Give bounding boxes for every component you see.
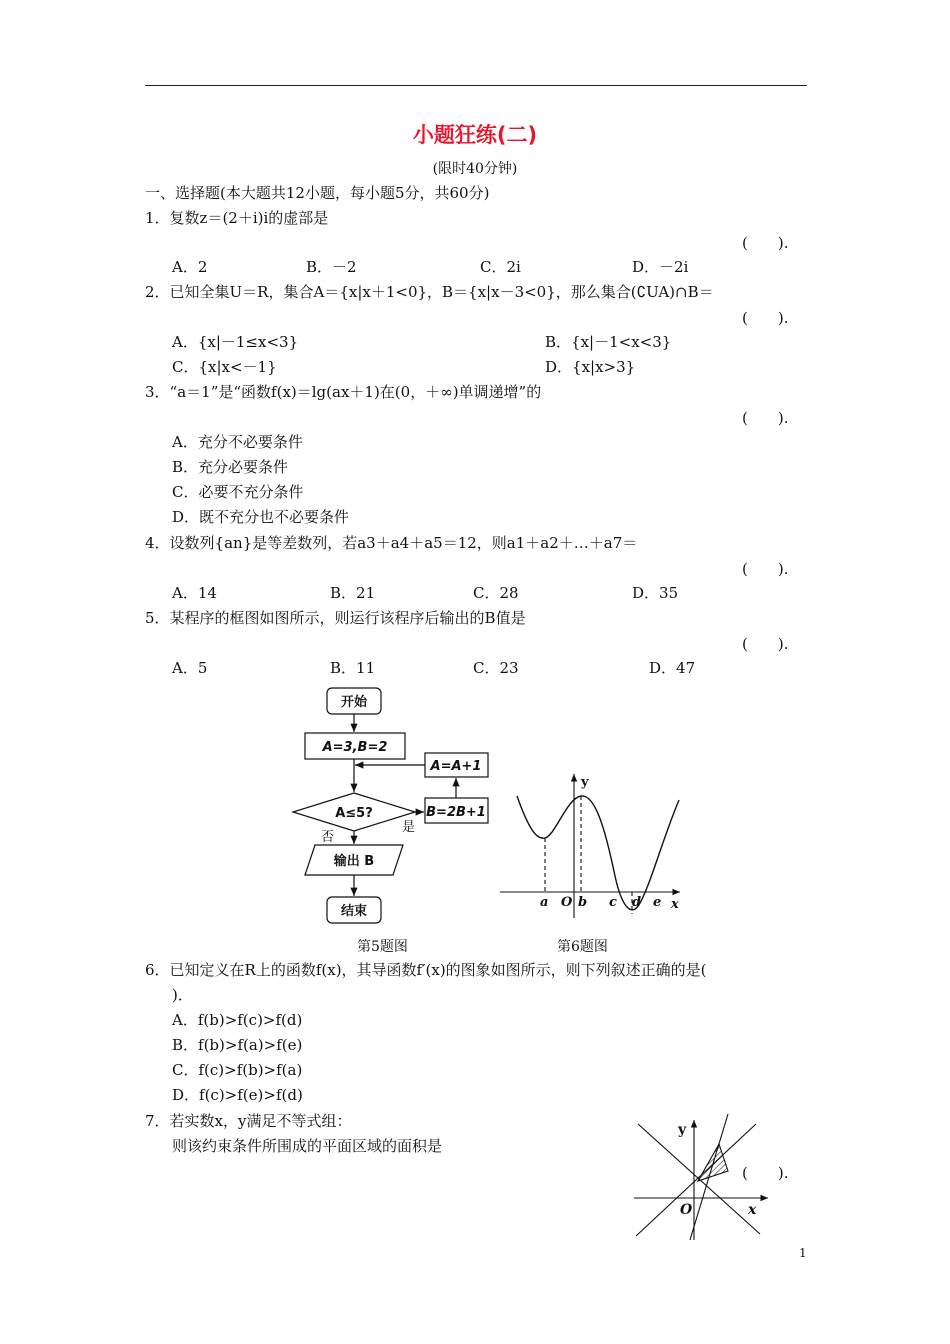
q5-option-b: B．11 [330,659,376,677]
g6-e: e [653,895,662,910]
q4-stem: 4．设数列{an}是等差数列，若a3＋a4＋a5＝12，则a1＋a2＋…＋a7＝ [145,534,638,552]
q4-option-c: C．28 [473,584,519,602]
flow-yes-label: 是 [402,820,416,835]
g7-x-label: x [748,1202,757,1218]
page-number: 1 [799,1246,807,1260]
q4-answer-paren: ( ). [742,560,789,578]
fig6-caption: 第6题图 [557,939,608,955]
g6-y-label: y [581,775,589,790]
flow-update-b-text: B=2B+1 [426,805,486,820]
q5-option-d: D．47 [649,659,696,677]
g6-x-label: x [671,897,679,912]
q1-option-c: C．2i [480,258,521,276]
flow-update-a-text: A=A+1 [430,759,482,774]
q6-stem: 6．已知定义在R上的函数f(x)，其导函数f′(x)的图象如图所示，则下列叙述正确的是( [145,961,707,979]
flowchart-figure [285,685,495,930]
flow-cond-text: A≤5? [335,806,373,821]
q5-answer-paren: ( ). [742,635,789,653]
g6-d: d [632,895,642,910]
q6-option-d: D．f(c)>f(e)>f(d) [172,1086,303,1104]
q5-option-c: C．23 [473,659,519,677]
q1-option-a: A．2 [172,258,208,276]
region-graph-figure [630,1112,775,1244]
derivative-graph-figure [495,768,690,928]
flow-init-text: A=3,B=2 [322,740,388,755]
q5-stem: 5．某程序的框图如图所示，则运行该程序后输出的B值是 [145,609,526,627]
g7-y-label: y [678,1122,687,1138]
q3-option-d: D．既不充分也不必要条件 [172,508,350,526]
fig5-caption: 第5题图 [357,939,408,955]
feasible-region [698,1144,728,1181]
q2-option-b: B．{x|－1<x<3} [545,333,672,351]
time-limit: (限时40分钟) [432,161,518,177]
section-heading: 一、选择题(本大题共12小题，每小题5分，共60分) [145,184,490,202]
q3-option-a: A．充分不必要条件 [172,433,303,451]
g7-origin: O [680,1202,693,1218]
q4-option-b: B．21 [330,584,376,602]
flow-output-text: 输出 B [333,854,375,869]
flow-end-text: 结束 [340,904,368,919]
q3-answer-paren: ( ). [742,409,789,427]
header-rule [145,85,807,86]
g6-b: b [578,895,588,910]
q2-option-d: D．{x|x>3} [545,358,636,376]
g6-a: a [540,895,549,910]
q7-answer-paren: ( ). [742,1164,789,1182]
q1-option-d: D．－2i [632,258,689,276]
q3-option-b: B．充分必要条件 [172,458,289,476]
g6-origin: O [561,895,573,910]
q6-stem-cont: )． [172,986,193,1004]
q1-option-b: B．－2 [306,258,357,276]
q2-answer-paren: ( ). [742,309,789,327]
q7-stem: 7．若实数x，y满足不等式组： [145,1112,352,1130]
flow-no-label: 否 [321,830,335,845]
q6-option-a: A．f(b)>f(c)>f(d) [172,1011,303,1029]
q4-option-d: D．35 [632,584,679,602]
q4-option-a: A．14 [172,584,217,602]
q2-stem: 2．已知全集U＝R，集合A＝{x|x＋1<0}，B＝{x|x－3<0}，那么集合(∁UA)∩B＝ [145,283,714,301]
derivative-curve [517,796,679,910]
q2-option-a: A．{x|－1≤x<3} [172,333,299,351]
q1-stem: 1．复数z＝(2＋i)i的虚部是 [145,209,329,227]
q6-option-b: B．f(b)>f(a)>f(e) [172,1036,303,1054]
q3-option-c: C．必要不充分条件 [172,483,304,501]
g6-c: c [609,895,617,910]
q1-answer-paren: ( ). [742,234,789,252]
q2-option-c: C．{x|x<－1} [172,358,277,376]
q6-option-c: C．f(c)>f(b)>f(a) [172,1061,303,1079]
q5-option-a: A．5 [172,659,208,677]
flow-start-text: 开始 [340,695,368,710]
q3-stem: 3．“a＝1”是“函数f(x)＝lg(ax＋1)在(0，＋∞)单调递增”的 [145,383,542,401]
q7-stem-cont: 则该约束条件所围成的平面区域的面积是 [172,1137,443,1155]
page-title: 小题狂练(二) [412,123,538,147]
